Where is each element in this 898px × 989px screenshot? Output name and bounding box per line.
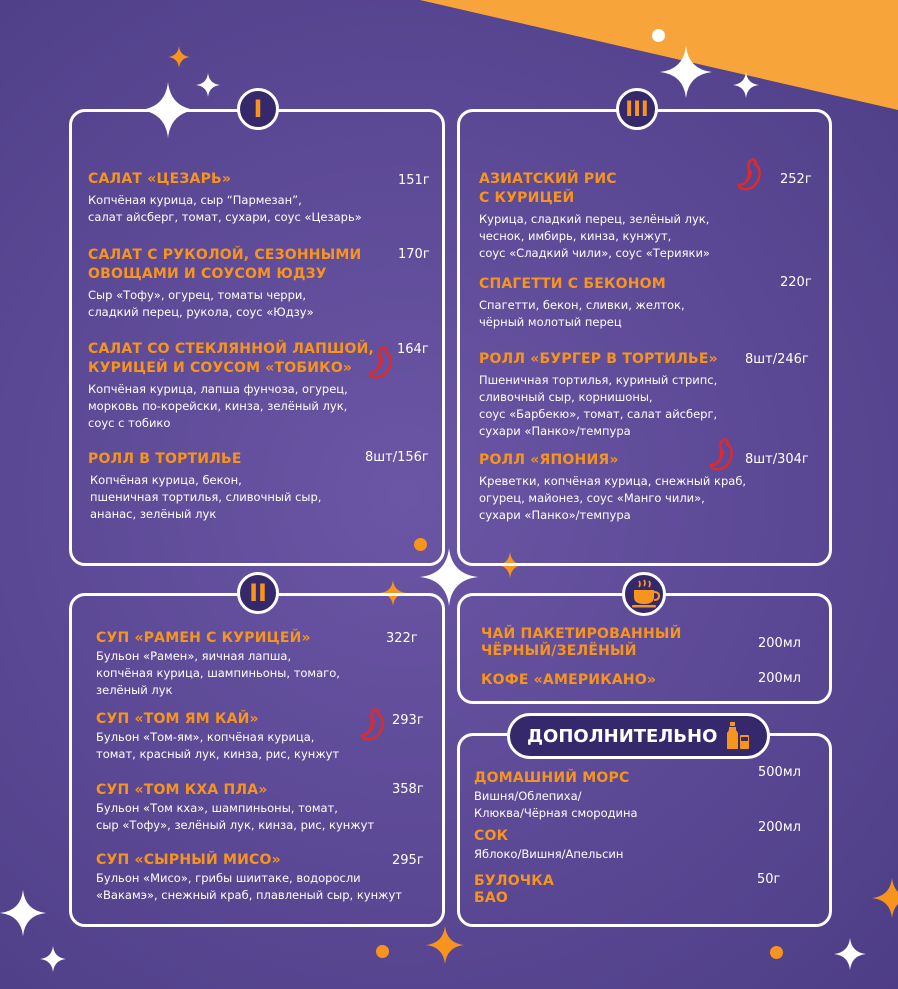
item-name: СУП «ТОМ КХА ПЛА»	[96, 782, 268, 798]
menu-item	[88, 450, 388, 523]
item-weight: 170г	[398, 247, 430, 262]
item-description: Креветки, копчёная курица, снежный краб, огурец, майонез, соус «Манго чили», сухари «Панко»/темпура	[479, 474, 747, 522]
item-description: Копчёная курица, сыр “Пармезан”, салат айсберг, томат, сухари, соус «Цезарь»	[88, 193, 362, 224]
sparkle-icon	[168, 46, 190, 68]
sparkle-icon	[872, 878, 898, 918]
item-weight: 322г	[386, 631, 418, 646]
item-name: ЧАЙ ПАКЕТИРОВАННЫЙ ЧЁРНЫЙ/ЗЕЛЁНЫЙ	[481, 626, 682, 659]
item-weight: 200мл	[758, 671, 801, 686]
item-name: СПАГЕТТИ С БЕКОНОМ	[479, 276, 666, 292]
item-description: Курица, сладкий перец, зелёный лук, чеснок, имбирь, кинза, кунжут, соус «Сладкий чили», соус «Терияки»	[479, 212, 710, 260]
item-weight: 200мл	[758, 820, 801, 835]
item-weight: 220г	[780, 275, 812, 290]
section-badge: III	[616, 88, 658, 130]
item-name: СУП «РАМЕН С КУРИЦЕЙ»	[96, 630, 311, 646]
item-name: СОК	[474, 828, 509, 844]
item-description: Копчёная курица, лапша фунчоза, огурец, морковь по-корейски, кинза, зелёный лук, соус с тобико	[88, 382, 348, 430]
item-description: Пшеничная тортилья, куриный стрипс, сливочный сыр, корнишоны, соус «Барбекю», томат, салат айсберг, сухари «Панко»/темпура	[479, 373, 718, 438]
sparkle-icon	[660, 46, 712, 98]
item-weight: 8шт/156г	[365, 450, 429, 465]
item-name: СУП «СЫРНЫЙ МИСО»	[96, 852, 281, 868]
item-description: Вишня/Облепиха/ Клюква/Чёрная смородина	[474, 789, 638, 820]
item-weight: 252г	[780, 172, 812, 187]
extra-section-title	[507, 713, 770, 759]
item-weight: 500мл	[758, 765, 801, 780]
menu-item	[96, 851, 416, 904]
menu-item	[479, 170, 779, 262]
sparkle-icon	[196, 73, 220, 97]
menu-item	[481, 671, 741, 690]
sparkle-icon	[733, 72, 759, 98]
item-description: Бульон «Рамен», яичная лапша, копчёная курица, шампиньоны, томаго, зелёный лук	[96, 649, 340, 697]
item-name: АЗИАТСКИЙ РИС С КУРИЦЕЙ	[479, 171, 617, 206]
item-name: ДОМАШНИЙ МОРС	[474, 770, 630, 786]
item-description: Яблоко/Вишня/Апельсин	[474, 847, 624, 861]
menu-item	[479, 275, 779, 331]
menu-item	[96, 781, 396, 834]
chili-pepper-icon	[366, 346, 396, 380]
coffee-cup-icon	[625, 575, 663, 613]
menu-item	[479, 350, 779, 440]
drink-bottle-icon	[727, 721, 751, 751]
item-description: Сыр «Тофу», огурец, томаты черри, сладкий перец, рукола, соус «Юдзу»	[88, 288, 314, 319]
item-weight: 151г	[398, 173, 430, 188]
item-description: Копчёная курица, бекон, пшеничная тортилья, сливочный сыр, ананас, зелёный лук	[90, 473, 322, 521]
menu-item	[474, 873, 674, 907]
item-weight: 200мл	[758, 636, 801, 651]
item-weight: 8шт/304г	[745, 452, 809, 467]
item-description: Бульон «Том-ям», копчёная курица, томат, красный лук, кинза, рис, кунжут	[96, 730, 340, 761]
item-description: Спагетти, бекон, сливки, желток, чёрный молотый перец	[479, 298, 685, 329]
menu-item	[474, 827, 734, 863]
decor-dot	[376, 945, 389, 958]
item-weight: 358г	[392, 782, 424, 797]
item-name: САЛАТ СО СТЕКЛЯННОЙ ЛАПШОЙ, КУРИЦЕЙ И СОУСОМ «ТОБИКО»	[88, 341, 375, 376]
item-name: САЛАТ «ЦЕЗАРЬ»	[88, 171, 232, 187]
item-name: РОЛЛ «БУРГЕР В ТОРТИЛЬЕ»	[479, 351, 718, 367]
menu-item	[88, 170, 388, 226]
item-weight: 295г	[392, 853, 424, 868]
item-weight: 8шт/246г	[745, 352, 809, 367]
item-name: СУП «ТОМ ЯМ КАЙ»	[96, 711, 259, 727]
item-weight: 50г	[757, 872, 781, 887]
item-weight: 164г	[397, 342, 429, 357]
sparkle-icon	[834, 938, 866, 970]
decor-dot	[652, 29, 665, 42]
item-name: БУЛОЧКА БАО	[474, 873, 554, 906]
item-description: Бульон «Том кха», шампиньоны, томат, сыр «Тофу», зелёный лук, кинза, рис, кунжут	[96, 801, 375, 832]
item-name: РОЛЛ «ЯПОНИЯ»	[479, 452, 619, 468]
item-name: РОЛЛ В ТОРТИЛЬЕ	[88, 451, 242, 467]
decor-dot	[770, 946, 783, 959]
menu-item	[88, 246, 388, 321]
sparkle-icon	[426, 926, 464, 964]
menu-item	[88, 340, 388, 432]
item-name: САЛАТ С РУКОЛОЙ, СЕЗОННЫМИ ОВОЩАМИ И СОУСОМ ЮДЗУ	[88, 247, 362, 282]
menu-item	[96, 629, 396, 699]
chili-pepper-icon	[707, 438, 737, 472]
item-weight: 293г	[392, 713, 424, 728]
chili-pepper-icon	[358, 708, 388, 742]
menu-item	[481, 626, 741, 660]
extra-title-text: ДОПОЛНИТЕЛЬНО	[527, 725, 718, 747]
section-badge: II	[237, 572, 279, 614]
menu-item	[474, 769, 734, 822]
item-name: КОФЕ «АМЕРИКАНО»	[481, 672, 657, 688]
sparkle-icon	[40, 946, 66, 972]
section-badge: I	[237, 88, 279, 130]
sparkle-icon	[0, 890, 46, 936]
coffee-cup-badge	[622, 572, 666, 616]
item-description: Бульон «Мисо», грибы шиитаке, водоросли «Вакамэ», снежный краб, плавленый сыр, кунжут	[96, 871, 402, 902]
menu-item	[96, 710, 396, 763]
chili-pepper-icon	[735, 158, 765, 192]
